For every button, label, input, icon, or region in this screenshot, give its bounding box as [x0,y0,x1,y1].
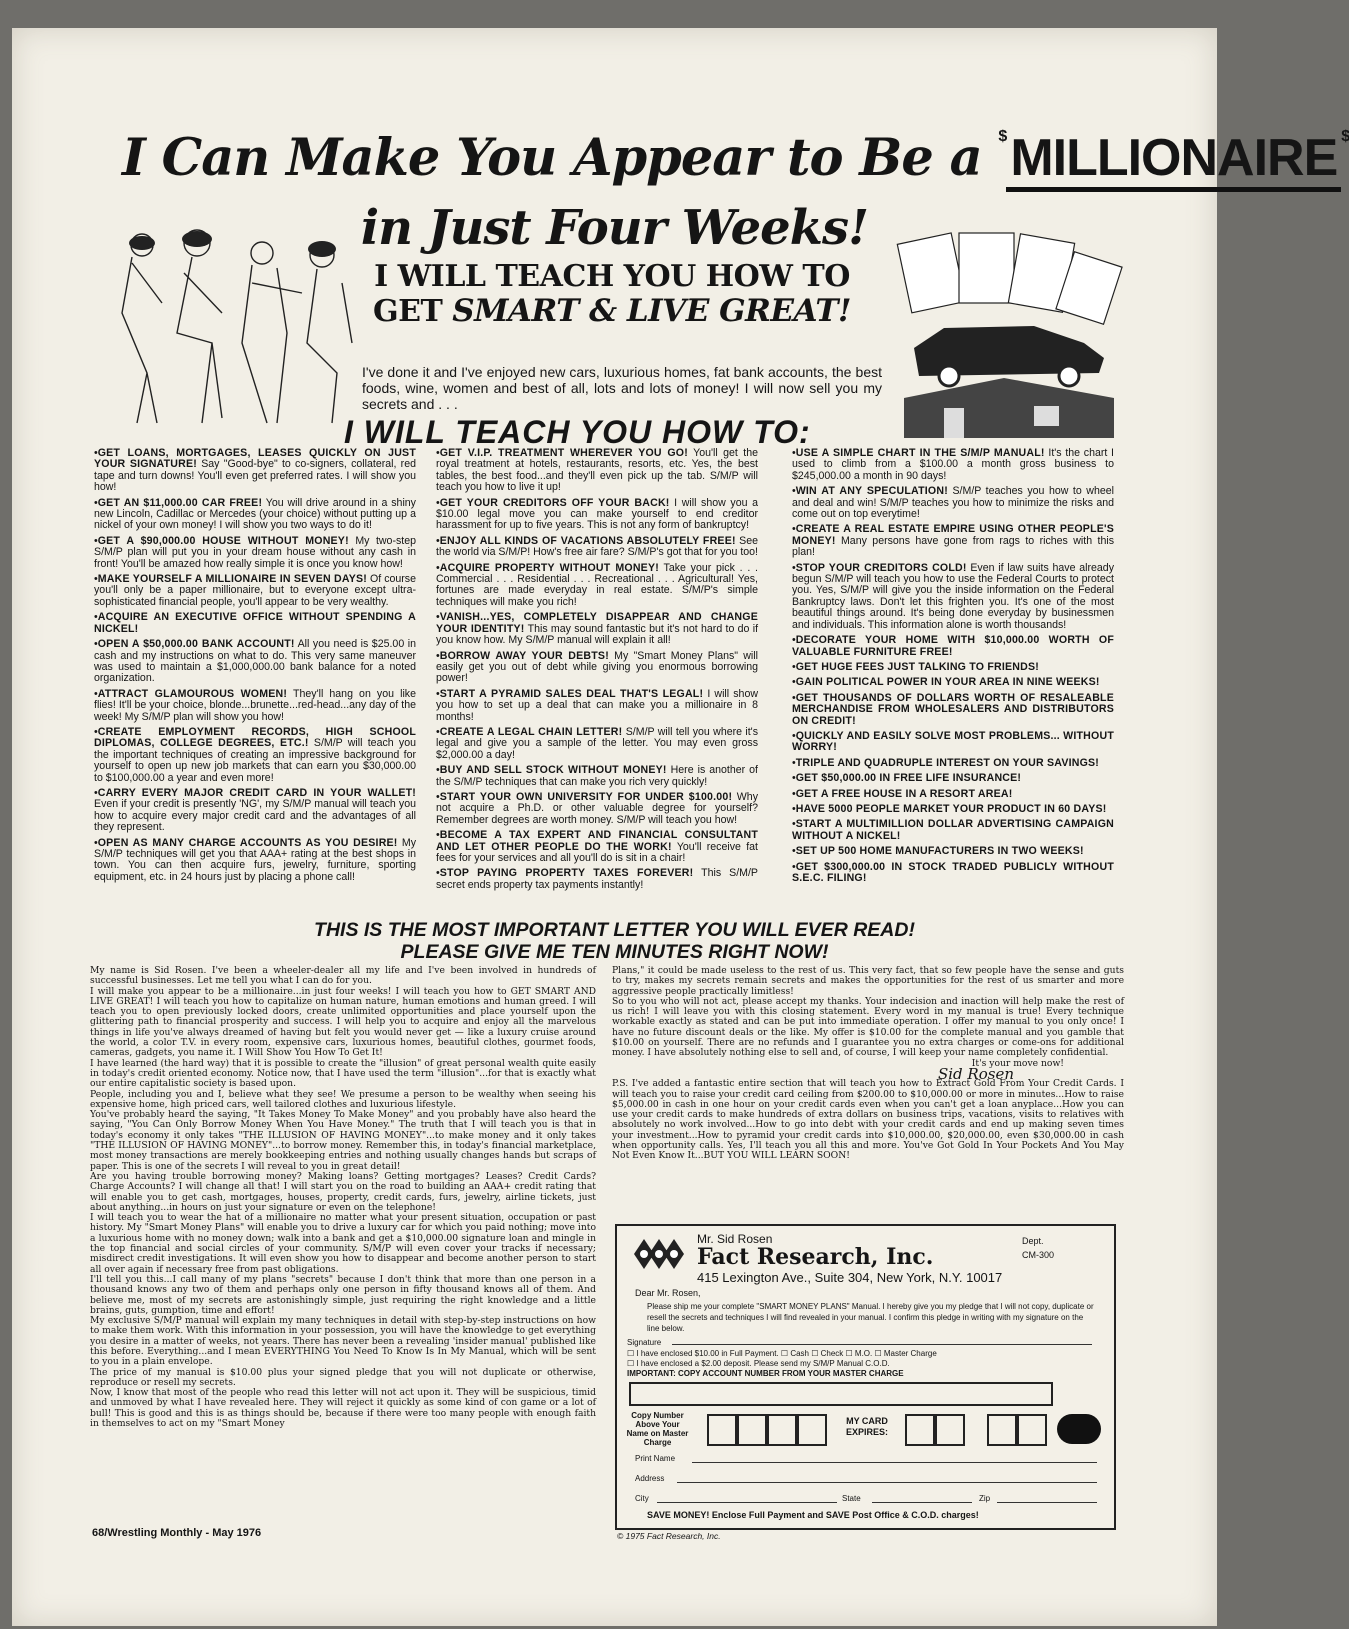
offer-item-text: It's the chart I used to climb from a $100.00 a month gross business to $245,000.00 a month in 90 days! [792,447,1115,482]
coupon-name: Mr. Sid Rosen [697,1232,773,1246]
offer-item-text: You'll receive fat fees for your services and all you'll do is sit in a chair! [436,840,758,864]
order-coupon [615,1224,1116,1530]
bullet-icon: • [792,756,796,769]
letter-paragraph: I will make you appear to be a millionaire...in just four weeks! I will teach you how to GET SMART AND LIVE GREAT! I will teach you how to capitalize on human nature, human emotions and human greed. I will teach you to open previously locked doors, create unlimited opportunities and place yourself upon the glittering path to financial prosperity and success. I will help you to acquire and enjoy all the marvelous things in life you've always dreamed of having but felt you would never get — like a luxury cruise around the world, a color T.V. in every room, expensive cars, luxurious homes, beautiful clothes, gourmet foods, cameras, gadgets, you name it. I Will Show You How To Get It! [90,985,596,1059]
offer-item [436,563,758,609]
bullet-icon: • [436,561,440,574]
bullet-icon: • [792,523,796,536]
card-digit-box[interactable] [707,1414,737,1446]
important-banner [12,919,1217,963]
offer-item-title: GET HUGE FEES JUST TALKING TO FRIENDS! [795,660,1039,673]
card-digit-box[interactable] [797,1414,827,1446]
letter-paragraph: Now, I know that most of the people who read this letter will not act upon it. They will be suspicious, timid and unmoved by what I have revealed here. They will reject it quickly as some kind of con game or a lot of bull! This is good and this is as things should be, because if there were too many people with enough faith in themselves to act on my "Smart Money [90,1387,596,1430]
important-line2: PLEASE GIVE ME TEN MINUTES RIGHT NOW! [400,941,829,963]
offer-item [792,677,1114,688]
copyright: © 1975 Fact Research, Inc. [617,1531,721,1541]
master-charge-logo [1057,1414,1101,1444]
bullet-icon: • [792,676,796,689]
offer-item-text: Even if your credit is presently 'NG', my S/M/P manual will teach you how to acquire every major credit card and the advantages of all they represent. [94,798,416,834]
offer-item-title: BECOME A TAX EXPERT AND FINANCIAL CONSULTANT AND LET OTHER PEOPLE DO THE WORK! [436,829,758,853]
bullet-icon: • [792,802,796,815]
offer-item-title: CREATE A LEGAL CHAIN LETTER! [439,725,623,738]
city-label: City [635,1494,649,1503]
offer-item-title: VANISH...YES, COMPLETELY DISAPPEAR AND CHANGE YOUR IDENTITY! [436,611,758,635]
offer-item [792,846,1114,857]
offer-item-text: S/M/P teaches you how to wheel and deal and win! S/M/P teaches you how to minimize the risks and come out on top everytime! [792,485,1114,521]
offer-item [436,727,758,761]
offer-item-title: BORROW AWAY YOUR DEBTS! [439,649,609,662]
offer-item-title: STOP PAYING PROPERTY TAXES FOREVER! [439,867,694,880]
coupon-company: Fact Research, Inc. [697,1244,934,1270]
offer-item-text: Why not acquire a Ph.D. or other valuable degree for yourself? Remember degrees are worth money. S/M/P will teach you how! [436,790,758,826]
offer-item-title: BUY AND SELL STOCK WITHOUT MONEY! [439,764,667,777]
offer-item-title: GET AN $11,000.00 CAR FREE! [97,496,263,509]
bullet-icon: • [436,534,440,547]
bullet-icon: • [792,561,796,574]
offer-item-text: Here is another of the S/M/P techniques that can make you rich very quickly! [436,764,758,788]
offer-item-title: OPEN AS MANY CHARGE ACCOUNTS AS YOU DESIRE! [97,836,398,849]
letter-paragraph: My exclusive S/M/P manual will explain my many techniques in detail with step-by-step instructions on how to make them work. With this information in your possession, you will have the knowledge to get everything you desire in a matter of weeks, not years. There has never been a revealing 'insider manual' published like this before. Everything...and I mean EVERYTHING You Need To Know Is In My Manual, which will be sent to you in a plain envelope. [90,1315,596,1368]
bullet-icon: • [436,790,440,803]
offer-item [792,773,1114,784]
letter-column-left [90,966,596,1429]
bullet-icon: • [94,836,98,849]
bullet-icon: • [436,649,440,662]
offer-item [436,536,758,559]
letter-paragraph: I have learned (the hard way) that it is possible to create the "illusion" of great personal wealth quite easily in today's credit oriented economy. Notice now, that I have used the term "illusion"...for that is exactly what our entire capitalistic society is based upon. [90,1057,596,1090]
bullet-icon: • [436,496,440,509]
offer-item-title: CARRY EVERY MAJOR CREDIT CARD IN YOUR WALLET! [97,786,416,799]
offer-item-title: GET LOANS, MORTGAGES, LEASES QUICKLY ON JUST YOUR SIGNATURE! [94,447,416,471]
expiry-box[interactable] [905,1414,935,1446]
bullet-icon: • [436,867,440,880]
bullet-icon: • [94,638,98,651]
offer-item [94,536,416,570]
signature: Sid Rosen [937,1064,1014,1083]
subtitle-prefix: GET [372,294,443,329]
offer-item-title: ACQUIRE AN EXECUTIVE OFFICE WITHOUT SPENDING A NICKEL! [94,611,416,635]
offer-item-title: START A MULTIMILLION DOLLAR ADVERTISING CAMPAIGN WITHOUT A NICKEL! [792,818,1114,842]
glamour-illustration [102,223,362,433]
state-line[interactable] [872,1502,972,1503]
bullet-icon: • [94,611,98,624]
offer-item-title: GET A $90,000.00 HOUSE WITHOUT MONEY! [97,534,349,547]
offer-item-title: STOP YOUR CREDITORS COLD! [795,561,967,574]
offer-item-title: MAKE YOURSELF A MILLIONAIRE IN SEVEN DAYS! [97,573,368,586]
bullet-icon: • [436,829,440,842]
offer-item-text: Say "Good-bye" to co-signers, collateral, red tape and turn downs! You'll even get preferred rates. I will show you how! [94,458,416,494]
offer-item-text: This may sound fantastic but it's not hard to do if you know how. My S/M/P manual will explain it all! [436,622,759,647]
expiry-box[interactable] [987,1414,1017,1446]
bullet-icon: • [792,447,796,459]
offer-item [792,862,1114,885]
offer-item [792,662,1114,673]
offer-item [94,574,416,608]
offer-item-title: GET THOUSANDS OF DOLLARS WORTH OF RESALEABLE MERCHANDISE FROM WHOLESALERS AND DISTRIBUTORS ON CREDIT! [792,691,1114,727]
offer-item-title: HAVE 5000 PEOPLE MARKET YOUR PRODUCT IN 60 DAYS! [795,802,1107,815]
bullet-icon: • [94,496,98,509]
offer-item-title: ENJOY ALL KINDS OF VACATIONS ABSOLUTELY FREE! [439,534,736,547]
coupon-pledge: Please ship me your complete "SMART MONEY PLANS" Manual. I hereby give you my pledge that I will not copy, duplicate or resell the secrets and techniques I will find revealed in your manual. I confirm this pledge in writing with my signature on the line below. [647,1302,1094,1333]
coupon-address: 415 Lexington Ave., Suite 304, New York, N.Y. 10017 [697,1270,1003,1285]
offer-column-3 [792,448,1114,888]
offer-item [436,651,758,685]
offer-item [94,838,416,884]
headline-line1 [122,128,1349,188]
account-number-box[interactable] [629,1382,1053,1406]
card-digit-box[interactable] [737,1414,767,1446]
offer-item-title: SET UP 500 HOME MANUFACTURERS IN TWO WEEKS! [795,845,1084,858]
offer-item [94,689,416,723]
offer-item [94,448,416,494]
offer-item [94,639,416,685]
card-digit-box[interactable] [767,1414,797,1446]
address-label: Address [635,1474,665,1483]
offer-item [792,789,1114,800]
offer-item-text: My S/M/P techniques will get you that AAA+ rating at the best shops in town. You can then acquire furs, jewelry, furniture, sporting equipment, etc. in 24 hours just by placing a phone call! [94,836,416,883]
offer-item-title: ATTRACT GLAMOUROUS WOMEN! [97,687,288,700]
offer-item-text: I will show you a $10.00 legal move you can make yourself to end creditor harassment for up to five years. This is not any form of bankruptcy! [436,496,759,532]
subtitle-line2 [332,294,892,329]
offer-item-text: They'll hang on you like flies! It'll be your choice, blonde...brunette...red-head...any day of the week! My S/M/P plan will show you how! [94,687,416,723]
money-car-house-illustration [884,228,1134,443]
coupon-dept [1022,1234,1054,1262]
intro-paragraph: I've done it and I've enjoyed new cars, luxurious homes, fat bank accounts, the best foods, wine, women and best of all, lots and lots of money! I will now sell you my secrets and . . . [362,364,882,412]
offer-item [436,689,758,723]
bullet-icon: • [792,729,796,742]
offer-item-text: You'll get the royal treatment at hotels, restaurants, resorts, etc. Yes, the best tables, the best food...and they'll even pick up the tab. S/M/P will teach you how to live it up! [436,447,758,494]
letter-paragraph: So to you who will not act, please accept my thanks. Your indecision and inaction will help make the rest of us rich! I will leave you with this closing statement. Every word in my manual is true! Every technique workable exactly as stated and can be put into immediate operation. I offer my manual to you only once! I have no future discount deals or the like. My offer is $10.00 for the complete manual and you gamble that $10.00 on yourself. There are no refunds and I guarantee you no extra charges or come-ons for additional money. I have absolutely nothing else to sell and, of course, I will keep your name completely confidential. [612,995,1124,1059]
address-line[interactable] [677,1482,1097,1483]
offer-item-title: OPEN A $50,000.00 BANK ACCOUNT! [97,638,295,651]
offer-item-title: GAIN POLITICAL POWER IN YOUR AREA IN NINE WEEKS! [795,676,1100,689]
offer-item-title: GET $50,000.00 IN FREE LIFE INSURANCE! [795,772,1022,785]
offer-item [94,612,416,635]
offer-item-text: See the world via S/M/P! How's free air fare? S/M/P's got that for you too! [436,534,759,559]
city-line[interactable] [657,1502,837,1503]
postscript: P.S. I've added a fantastic entire section that will teach you how to Extract Gold From Your Credit Cards. I will teach you to raise your credit card ceiling from $200.00 to $10,000.00 or more in minutes...How to raise $5,000.00 in cash in one hour on your credit cards even when you can't get a loan anyplace...How you can use your credit cards to make hundreds of extra dollars on business trips, vacations, visits to relatives with absolutely no work involved...How to go into debt with your credit cards and end up making seven times your investment...How to pyramid your credit cards into $10,000.00, $20,000.00, even $30,000.00 in cash when opportunity calls. Yes, I'll teach you all this and more. You've Got Gold In Your Pockets And You May Not Even Know It...BUT YOU WILL LEARN SOON! [612,1078,1124,1162]
subtitle-line1: I WILL TEACH YOU HOW TO [374,259,850,294]
offer-item-text: Of course you'll only be a paper millionaire, but to everyone except ultra-sophisticated financial people, you'll appear to be very wealthy. [94,573,416,608]
coupon-salutation: Dear Mr. Rosen, [635,1288,701,1298]
offer-item [436,612,758,646]
bullet-icon: • [94,447,98,459]
offer-item [792,635,1114,658]
offer-item [792,448,1114,482]
offer-item [436,448,758,494]
offer-item [436,830,758,864]
offer-item [94,727,416,784]
offer-item-title: QUICKLY AND EASILY SOLVE MOST PROBLEMS... WITHOUT WORRY! [792,729,1114,754]
offer-item-title: TRIPLE AND QUADRUPLE INTEREST ON YOUR SAVINGS! [795,756,1100,769]
headline-line2: in Just Four Weeks! [360,200,869,256]
bullet-icon: • [792,818,796,831]
expiry-box[interactable] [1017,1414,1047,1446]
offer-item-text: S/M/P will teach you the important techniques of creating an impressive background for yourself to open up new job markets that can earn you $30,000.00 to $100,000.00 a year and even more! [94,737,416,784]
bullet-icon: • [436,764,440,777]
millionaire-word: MILLIONAIRE [1006,129,1341,192]
company-logo [629,1234,689,1274]
offer-column-1 [94,448,416,887]
bullet-icon: • [94,725,98,738]
bullet-icon: • [94,534,98,547]
offer-item-title: START A PYRAMID SALES DEAL THAT'S LEGAL! [439,687,704,700]
offer-item-title: GET $300,000.00 IN STOCK TRADED PUBLICLY WITHOUT S.E.C. FILING! [792,860,1114,884]
bullet-icon: • [436,687,440,700]
letter-column-right [612,966,1124,1162]
bullet-icon: • [436,447,440,459]
offer-item [792,563,1114,631]
offer-item-title: ACQUIRE PROPERTY WITHOUT MONEY! [439,561,659,574]
offer-item [436,765,758,788]
letter-paragraph: Plans," it could be made useless to the rest of us. This very fact, that so few people have the sense and guts to try, makes my secrets remain secrets and makes the opportunities for the rest of us smarter and more aggressive people practically limitless! [612,965,1124,997]
offer-item [792,693,1114,727]
offer-item [792,804,1114,815]
print-name-line[interactable] [692,1462,1097,1463]
sign-off: It's your move now! [971,1057,1064,1069]
offer-item [792,758,1114,769]
offer-item-text: All you need is $25.00 in cash and my instructions on what to do. This very same maneuver was used to maintain a $1,000,000.00 bank balance for a noted organization. [94,638,416,685]
headline-prefix: I Can Make You Appear to Be a [122,128,982,188]
dollar-sign: $ [998,128,1007,145]
offer-item [792,524,1114,558]
bullet-icon: • [792,660,796,673]
bullet-icon: • [792,787,796,800]
offer-item-text: My "Smart Money Plans" will easily get you out of debt while giving you enormous borrowing power! [436,649,758,685]
offer-item-title: USE A SIMPLE CHART IN THE S/M/P MANUAL! [795,447,1045,459]
offer-item-title: DECORATE YOUR HOME WITH $10,000.00 WORTH OF VALUABLE FURNITURE FREE! [792,634,1114,658]
state-label: State [842,1494,861,1503]
offer-item [436,868,758,891]
letter-paragraph: I'll tell you this...I call many of my plans "secrets" because I don't think that more than one person in a thousand knows any two of them and perhaps only one person in fifty thousand knows all of them. And believe me, most of my secrets are astonishingly simple, just requiring the right knowledge and a little brains, guts, gumption, time and effort! [90,1273,596,1316]
offer-column-2 [436,448,758,895]
bullet-icon: • [792,485,796,498]
offer-item [94,788,416,834]
offer-item [792,486,1114,520]
dept-code: CM-300 [1022,1250,1055,1260]
teach-heading: I WILL TEACH YOU HOW TO: [344,414,811,450]
bullet-icon: • [436,725,440,738]
page-footer: 68/Wrestling Monthly - May 1976 [92,1527,262,1539]
offer-item-title: CREATE A REAL ESTATE EMPIRE USING OTHER PEOPLE'S MONEY! [792,523,1114,547]
offer-item-title: GET V.I.P. TREATMENT WHEREVER YOU GO! [439,447,688,459]
bullet-icon: • [792,860,796,873]
headline-subtitle [332,260,892,329]
zip-line[interactable] [997,1502,1097,1503]
letter-paragraph: My name is Sid Rosen. I've been a wheeler-dealer all my life and I've been involved in hundreds of successful businesses. Let me tell you what I can do for you. [90,965,596,987]
bullet-icon: • [436,611,440,624]
offer-item-text: You will drive around in a shiny new Lincoln, Cadillac or Mercedes (your choice) without putting up a nickel of your own money! I will show you two ways to do it! [94,496,416,532]
payment-option-full[interactable]: ☐ I have enclosed $10.00 in Full Payment. ☐ Cash ☐ Check ☐ M.O. ☐ Master Charge [627,1349,937,1358]
letter-paragraph: People, including you and I, believe what they see! We presume a person to be wealthy when seeing his expensive home, high priced cars, well tailored clothes and luxurious lifestyle. [90,1088,596,1110]
offer-item-text: Take your pick . . . Commercial . . . Residential . . . Recreational . . . Agricultural! Yes, fortunes are made everyday in real estate. S/M/P's simple techniques will make you rich! [436,561,758,608]
offer-item [436,792,758,826]
save-money-note: SAVE MONEY! Enclose Full Payment and SAVE Post Office & C.O.D. charges! [647,1510,979,1520]
zip-label: Zip [979,1494,991,1503]
offer-item-text: This S/M/P secret ends property tax payments instantly! [436,867,758,891]
offer-item-text: My two-step S/M/P plan will put you in your dream house without any cash in front! You'll be amazed how really simple it is once you know how! [94,534,416,570]
offer-item-text: I will show you how to set up a deal that can make you a millionaire in 8 months! [436,687,758,723]
print-name-label: Print Name [635,1454,676,1463]
dollar-sign: $ [1341,128,1349,145]
dept-label: Dept. [1022,1236,1044,1246]
subtitle-italic: SMART & LIVE GREAT! [452,293,852,329]
offer-item-title: CREATE EMPLOYMENT RECORDS, HIGH SCHOOL DIPLOMAS, COLLEGE DEGREES, ETC.! [94,725,416,750]
bullet-icon: • [792,634,796,647]
letter-paragraph: You've probably heard the saying, "It Takes Money To Make Money" and you probably have also heard the saying, "You Can Only Borrow Money When You Have Money." The truth that I will teach you is that in today's economy it only takes "THE ILLUSION OF HAVING MONEY"...to make money and it only takes "THE ILLUSION OF HAVING MONEY"...to borrow money. Remember this, in today's financial marketplace, most money transactions are merely bookkeeping entries and nothing usually changes hands but scraps of paper. This is one of the secrets I will reveal to you in great detail! [90,1109,596,1172]
coupon-important: IMPORTANT: COPY ACCOUNT NUMBER FROM YOUR MASTER CHARGE [627,1369,904,1378]
offer-item-title: WIN AT ANY SPECULATION! [795,485,948,498]
offer-item [792,819,1114,842]
important-line1: THIS IS THE MOST IMPORTANT LETTER YOU WILL EVER READ! [314,919,915,941]
signature-line[interactable] [672,1344,1092,1345]
card-expires-label: MY CARD EXPIRES: [845,1416,888,1437]
offer-item-title: START YOUR OWN UNIVERSITY FOR UNDER $100.00! [439,790,733,803]
offer-item-text: Even if law suits have already begun S/M/P will teach you how to use the Federal Courts to protect you. Yes, S/M/P will give you the inside information on the Federal Bankruptcy laws. Don't let this frighten you. It's one of the most beautiful things around. It's being done everyday by businessmen and individuals. This information alone is worth thousands! [792,561,1114,631]
copy-number-label: Copy Number Above Your Name on Master Charge [626,1411,689,1447]
magazine-page [12,28,1349,1626]
offer-item-title: GET A FREE HOUSE IN A RESORT AREA! [795,787,1013,800]
bullet-icon: • [792,845,796,858]
bullet-icon: • [94,573,98,586]
expiry-box[interactable] [935,1414,965,1446]
offer-item [792,731,1114,754]
signature-label: Signature [627,1338,662,1347]
bullet-icon: • [792,691,796,704]
payment-option-cod[interactable]: ☐ I have enclosed a $2.00 deposit. Please send my S/M/P Manual C.O.D. [627,1359,890,1368]
bullet-icon: • [94,687,98,700]
offer-item-text: S/M/P will tell you where it's legal and give you a sample of the letter. You may even gross $2,000.00 a day! [436,725,758,761]
bullet-icon: • [792,772,796,785]
offer-item-text: Many persons have gone from rags to riches with this plan! [792,534,1114,559]
letter-paragraph: I will teach you to wear the hat of a millionaire no matter what your present situation, occupation or past history. My "Smart Money Plans" will enable you to drive a luxury car for which you paid nothing; move into a luxurious home with no money down; walk into a bank and get a $10,000.00 signature loan and mingle in the top financial and social circles of your community. S/M/P will even cover your tracks if necessary; misdirect credit investigations. It will even show you how to disappear and become another person to start all over again if necessary free from past obligations. [90,1212,596,1275]
letter-paragraph: The price of my manual is $10.00 plus your signed pledge that you will not duplicate or otherwise, reproduce or resell my secrets. [90,1366,596,1388]
offer-item-title: GET YOUR CREDITORS OFF YOUR BACK! [439,496,670,509]
offer-item [94,498,416,532]
letter-paragraph: Are you having trouble borrowing money? Making loans? Getting mortgages? Leases? Credit Cards? Charge Accounts? I will change all that! I will start you on the road to building an AAA+ credit rating that will enable you to get cash, mortgages, houses, property, credit cards, furs, jewelry, airline tickets, just about anything...in hours on just your signature or even on the telephone! [90,1170,596,1213]
offer-item [436,498,758,532]
bullet-icon: • [94,786,98,799]
